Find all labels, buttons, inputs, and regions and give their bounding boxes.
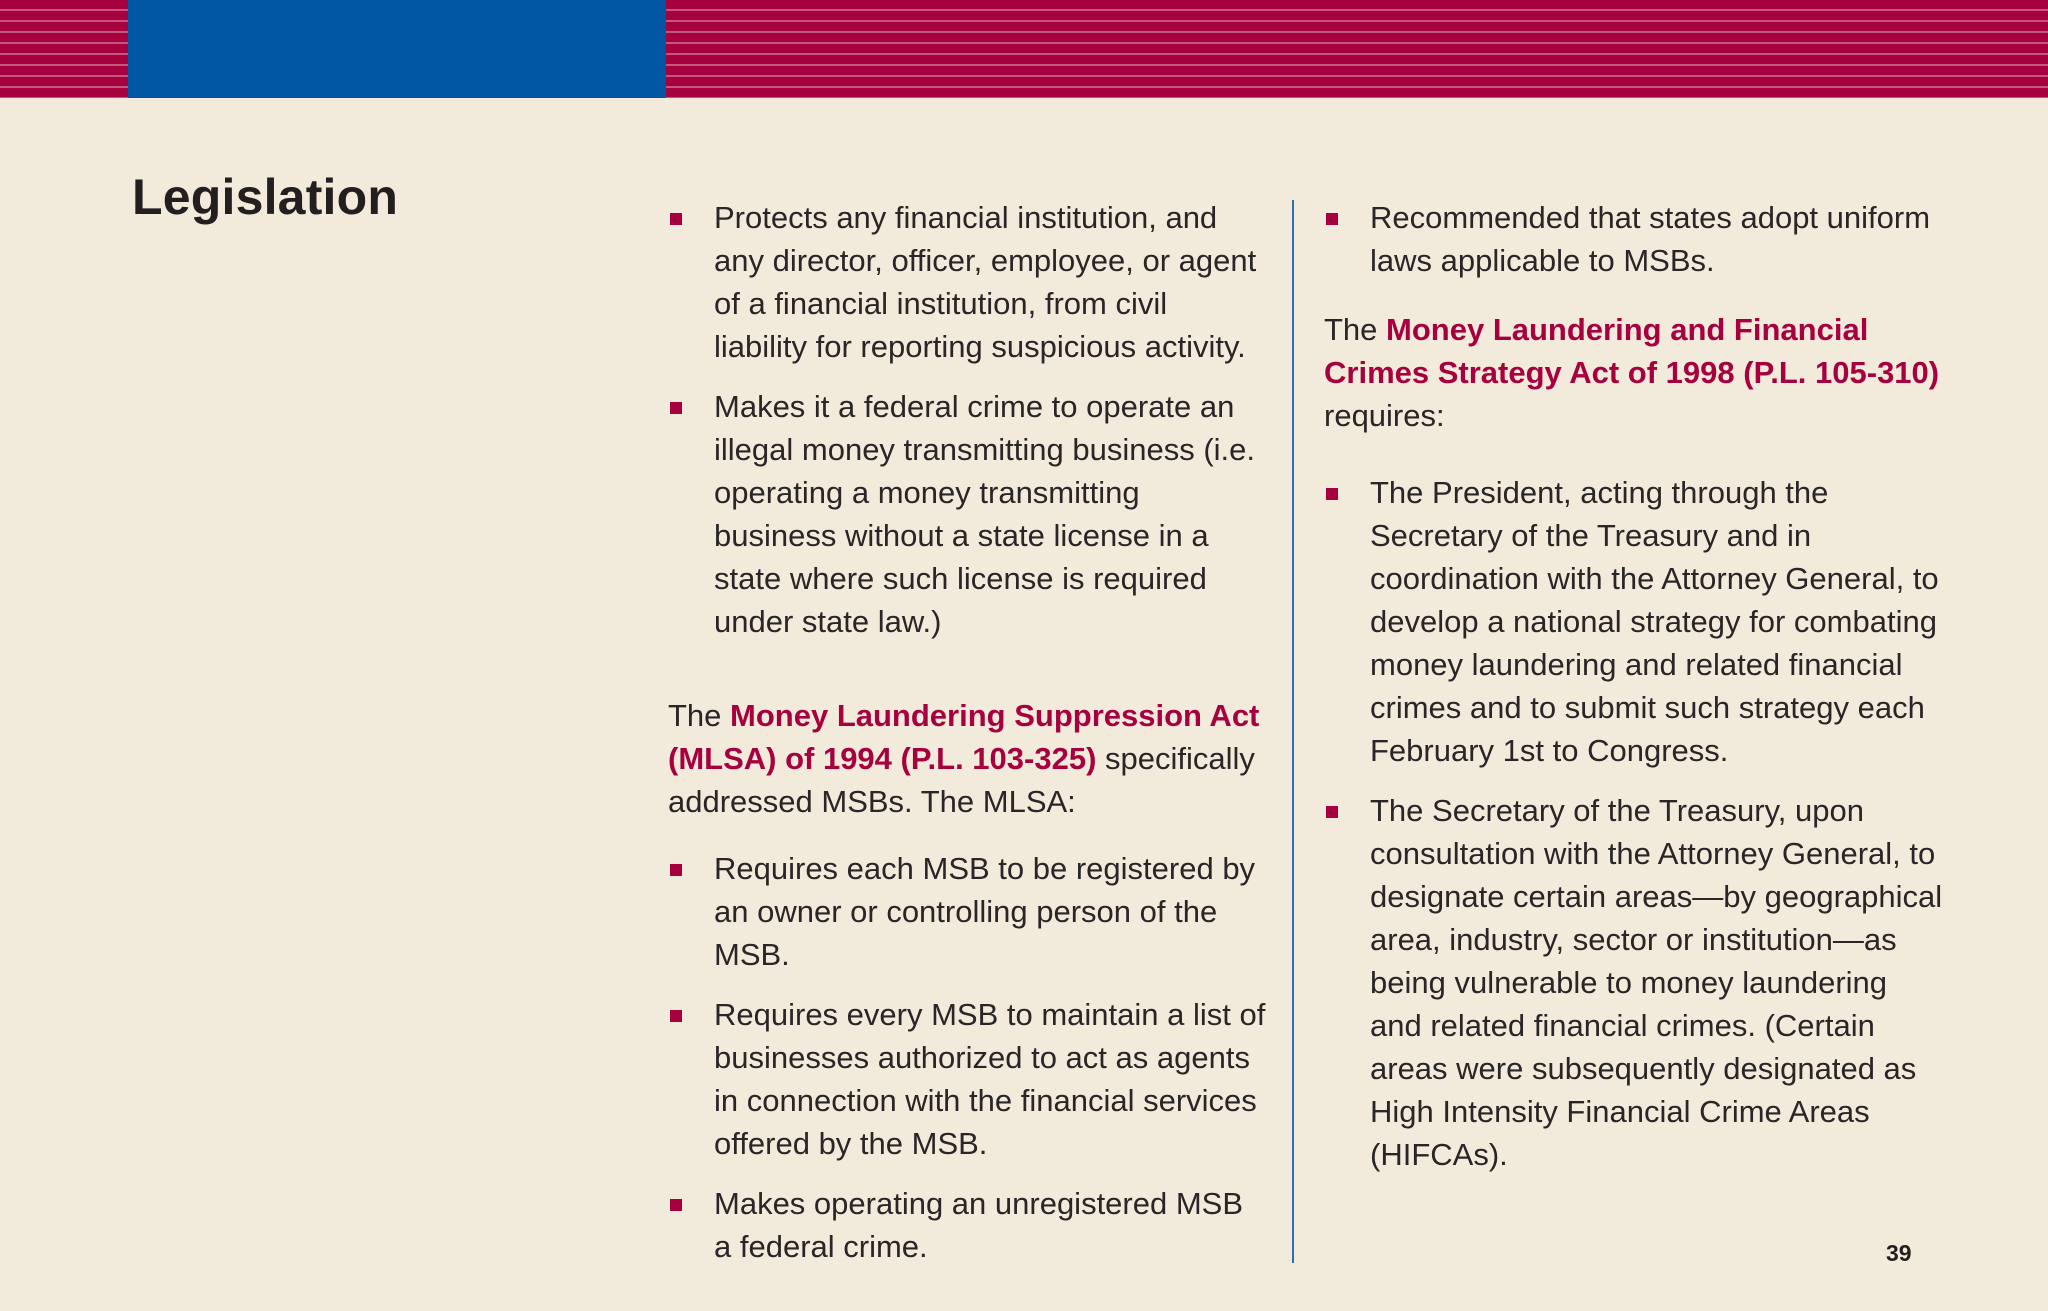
list-item-text: The President, acting through the Secretary of the Treasury and in coordination with the Attorney General, to develop a national strategy for combating money laundering and related financial crimes and to submit such strategy each February 1st to Congress. (1370, 475, 1939, 768)
list-item-text: Makes operating an unregistered MSB a federal crime. (714, 1186, 1244, 1264)
bullet-square-icon (670, 1199, 682, 1211)
list-item-text: Recommended that states adopt uniform laws applicable to MSBs. (1370, 200, 1931, 278)
column-right (1324, 196, 1944, 1193)
list-item-text: Makes it a federal crime to operate an illegal money transmitting business (i.e. operating a money transmitting business without a state license in a state where such license is required under state law.) (714, 389, 1256, 639)
list-item (1324, 196, 1944, 282)
page-number: 39 (1886, 1240, 1912, 1266)
bullet-square-icon (670, 213, 682, 225)
bullet-square-icon (1326, 806, 1338, 818)
bullet-square-icon (1326, 213, 1338, 225)
spacer (1324, 299, 1944, 308)
bullet-list-right-bottom (1324, 471, 1944, 1176)
bullet-list-right-top (1324, 196, 1944, 282)
strategy-act-intro-paragraph (1324, 308, 1944, 437)
list-item (1324, 471, 1944, 772)
intro-prefix: The (668, 698, 731, 733)
act-name-mlsa: Money Laundering Suppression Act (MLSA) of 1994 (P.L. 103-325) (668, 698, 1260, 776)
list-item-text: Requires each MSB to be registered by an owner or controlling person of the MSB. (714, 851, 1256, 972)
spacer (668, 660, 1268, 694)
intro-suffix: specifically addressed MSBs. The MLSA: (668, 741, 1255, 819)
bullet-square-icon (670, 402, 682, 414)
page-heading: Legislation (132, 169, 399, 225)
list-item-text: The Secretary of the Treasury, upon consultation with the Attorney General, to designate certain areas—by geographical area, industry, sector or institution—as being vulnerable to money laundering and related financial crimes. (Certain areas were subsequently designated as High Intensity Financial Crime Areas (HIFCAs). (1370, 793, 1943, 1172)
list-item-text: Protects any financial institution, and any director, officer, employee, or agent of a financial institution, from civil liability for reporting suspicious activity. (714, 200, 1257, 364)
bullet-list-left-bottom (668, 847, 1268, 1268)
list-item (668, 196, 1268, 368)
bullet-list-left-top (668, 196, 1268, 643)
list-item (668, 847, 1268, 976)
bullet-square-icon (670, 1010, 682, 1022)
column-left (668, 196, 1268, 1285)
column-divider (1292, 200, 1294, 1263)
list-item-text: Requires every MSB to maintain a list of businesses authorized to act as agents in connection with the financial services offered by the MSB. (714, 997, 1266, 1161)
header-blue-block (128, 0, 666, 98)
act-name-strategy: Money Laundering and Financial Crimes Strategy Act of 1998 (P.L. 105-310) (1324, 312, 1940, 390)
bullet-square-icon (670, 864, 682, 876)
list-item (668, 1182, 1268, 1268)
spacer (1324, 461, 1944, 471)
bullet-square-icon (1326, 488, 1338, 500)
list-item (668, 385, 1268, 643)
intro-prefix: The (1324, 312, 1387, 347)
mlsa-intro-paragraph (668, 694, 1268, 823)
list-item (1324, 789, 1944, 1176)
list-item (668, 993, 1268, 1165)
intro-suffix: requires: (1324, 398, 1445, 433)
